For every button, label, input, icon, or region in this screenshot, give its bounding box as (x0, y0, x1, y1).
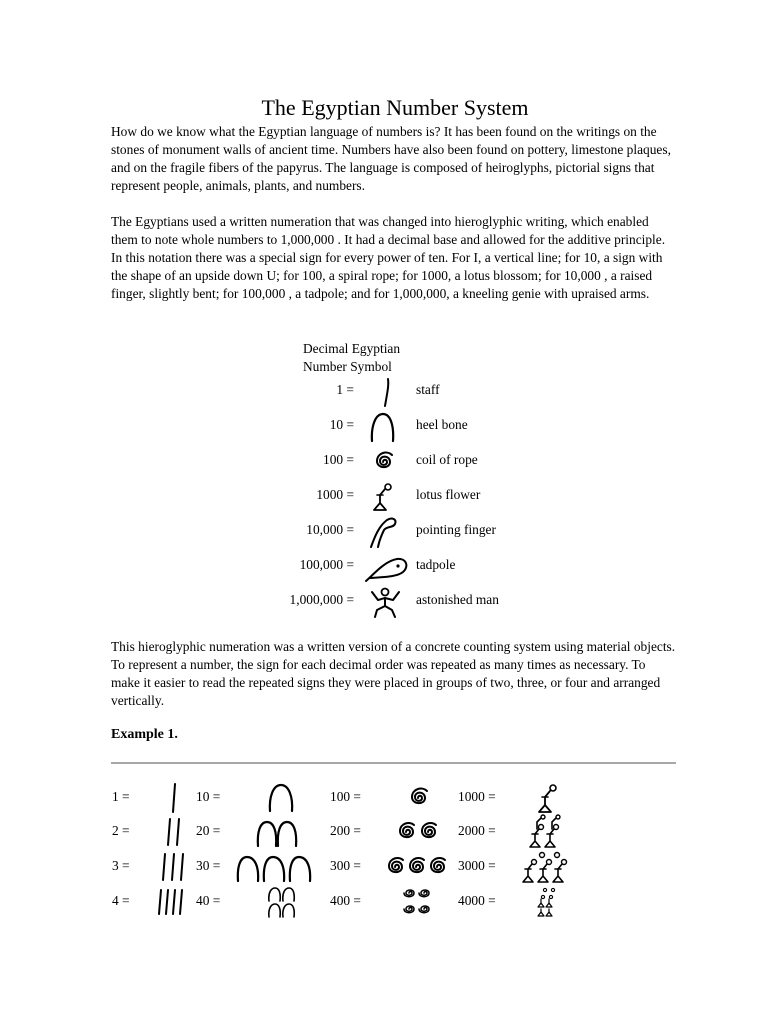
lotus-flower-icon (525, 781, 575, 815)
tens-label: 30 = (196, 858, 221, 873)
staff-icon (155, 885, 190, 919)
symbol-name: staff (416, 382, 440, 397)
symbol-name: pointing finger (416, 522, 496, 537)
heel-bone-icon (232, 850, 324, 884)
symbol-name: heel bone (416, 417, 468, 432)
tens-label: 40 = (196, 893, 221, 908)
symbol-name: lotus flower (416, 487, 481, 502)
symbol-name: astonished man (416, 592, 499, 607)
staff-icon (158, 850, 190, 884)
hundreds-label: 300 = (330, 858, 361, 873)
example-row (0, 885, 768, 919)
example-row (0, 815, 768, 849)
symbol-value: 1,000,000 = (289, 592, 354, 607)
heel-bone-icon (262, 781, 332, 815)
heel-bone-icon (250, 815, 320, 849)
lotus-flower-icon (535, 885, 565, 919)
tadpole-icon (365, 551, 409, 583)
coil-of-rope-icon (365, 446, 409, 478)
symbol-value: 100,000 = (299, 557, 354, 572)
heel-bone-icon (365, 411, 409, 443)
coil-of-rope-icon (400, 885, 440, 919)
symbol-table-header-line2: Number Symbol (303, 359, 392, 374)
coil-of-rope-icon (384, 850, 454, 884)
symbol-table-header (303, 340, 400, 376)
symbol-value: 1000 = (316, 487, 354, 502)
counting-paragraph: This hieroglyphic numeration was a written version of a concrete counting system using material objects. To represent a number, the sign for each decimal order was repeated as many times as necessary. To make it easier to read the repeated signs they were placed in groups of two, three, or four and arranged vertically. (111, 639, 676, 708)
ones-label: 3 = (112, 858, 130, 873)
symbol-row (0, 586, 768, 616)
symbol-name: tadpole (416, 557, 456, 572)
symbol-value: 1 = (336, 382, 354, 397)
thousands-label: 1000 = (458, 789, 496, 804)
coil-of-rope-icon (395, 781, 465, 815)
symbol-row (0, 446, 768, 476)
ones-label: 4 = (112, 893, 130, 908)
divider (111, 762, 676, 764)
page-title: The Egyptian Number System (261, 95, 529, 120)
example-row (0, 850, 768, 884)
symbol-row (0, 516, 768, 546)
symbol-value: 10,000 = (306, 522, 354, 537)
symbol-row (0, 551, 768, 581)
ones-label: 1 = (112, 789, 130, 804)
pointing-finger-icon (365, 516, 409, 548)
example-title: Example 1. (111, 727, 178, 742)
lotus-flower-icon (525, 815, 575, 849)
thousands-label: 2000 = (458, 823, 496, 838)
symbol-table-header-line1: Decimal Egyptian (303, 341, 401, 356)
hundreds-label: 100 = (330, 789, 361, 804)
lotus-flower-icon (520, 850, 580, 884)
coil-of-rope-icon (392, 815, 462, 849)
numeration-paragraph: The Egyptians used a written numeration that was changed into hieroglyphic writing, which enabled them to note whole numbers to 1,000,000 . It had a decimal base and allowed for the additive principle. In this notation there was a special sign for every power of ten. For I, a vertical line; for 10, a sign with the shape of an upside down U; for 100, a spiral rope; for 1000, a lotus blossom; for 10,000 , a raised finger, slightly bent; for 100,000 , a tadpole; and for 1,000,000, a kneeling genie with upraised arms. (111, 214, 666, 301)
tens-label: 10 = (196, 789, 221, 804)
symbol-row (0, 481, 768, 511)
tens-label: 20 = (196, 823, 221, 838)
ones-label: 2 = (112, 823, 130, 838)
hundreds-label: 400 = (330, 893, 361, 908)
thousands-label: 4000 = (458, 893, 496, 908)
staff-icon (160, 781, 190, 815)
thousands-label: 3000 = (458, 858, 496, 873)
symbol-name: coil of rope (416, 452, 478, 467)
symbol-row (0, 376, 768, 406)
symbol-value: 10 = (329, 417, 354, 432)
symbol-row (0, 411, 768, 441)
staff-icon (365, 376, 409, 408)
symbol-value: 100 = (323, 452, 354, 467)
hundreds-label: 200 = (330, 823, 361, 838)
astonished-man-icon (365, 586, 409, 618)
intro-paragraph: How do we know what the Egyptian language of numbers is? It has been found on the writings on the stones of monument walls of ancient time. Numbers have also been found on pottery, limestone plaques, and on the fragile fibers of the papyrus. The language is composed of heiroglyphs, pictorial signs that represent people, animals, plants, and numbers. (111, 124, 671, 193)
lotus-flower-icon (365, 481, 409, 513)
staff-icon (160, 815, 190, 849)
heel-bone-icon (262, 885, 312, 919)
example-row (0, 781, 768, 815)
